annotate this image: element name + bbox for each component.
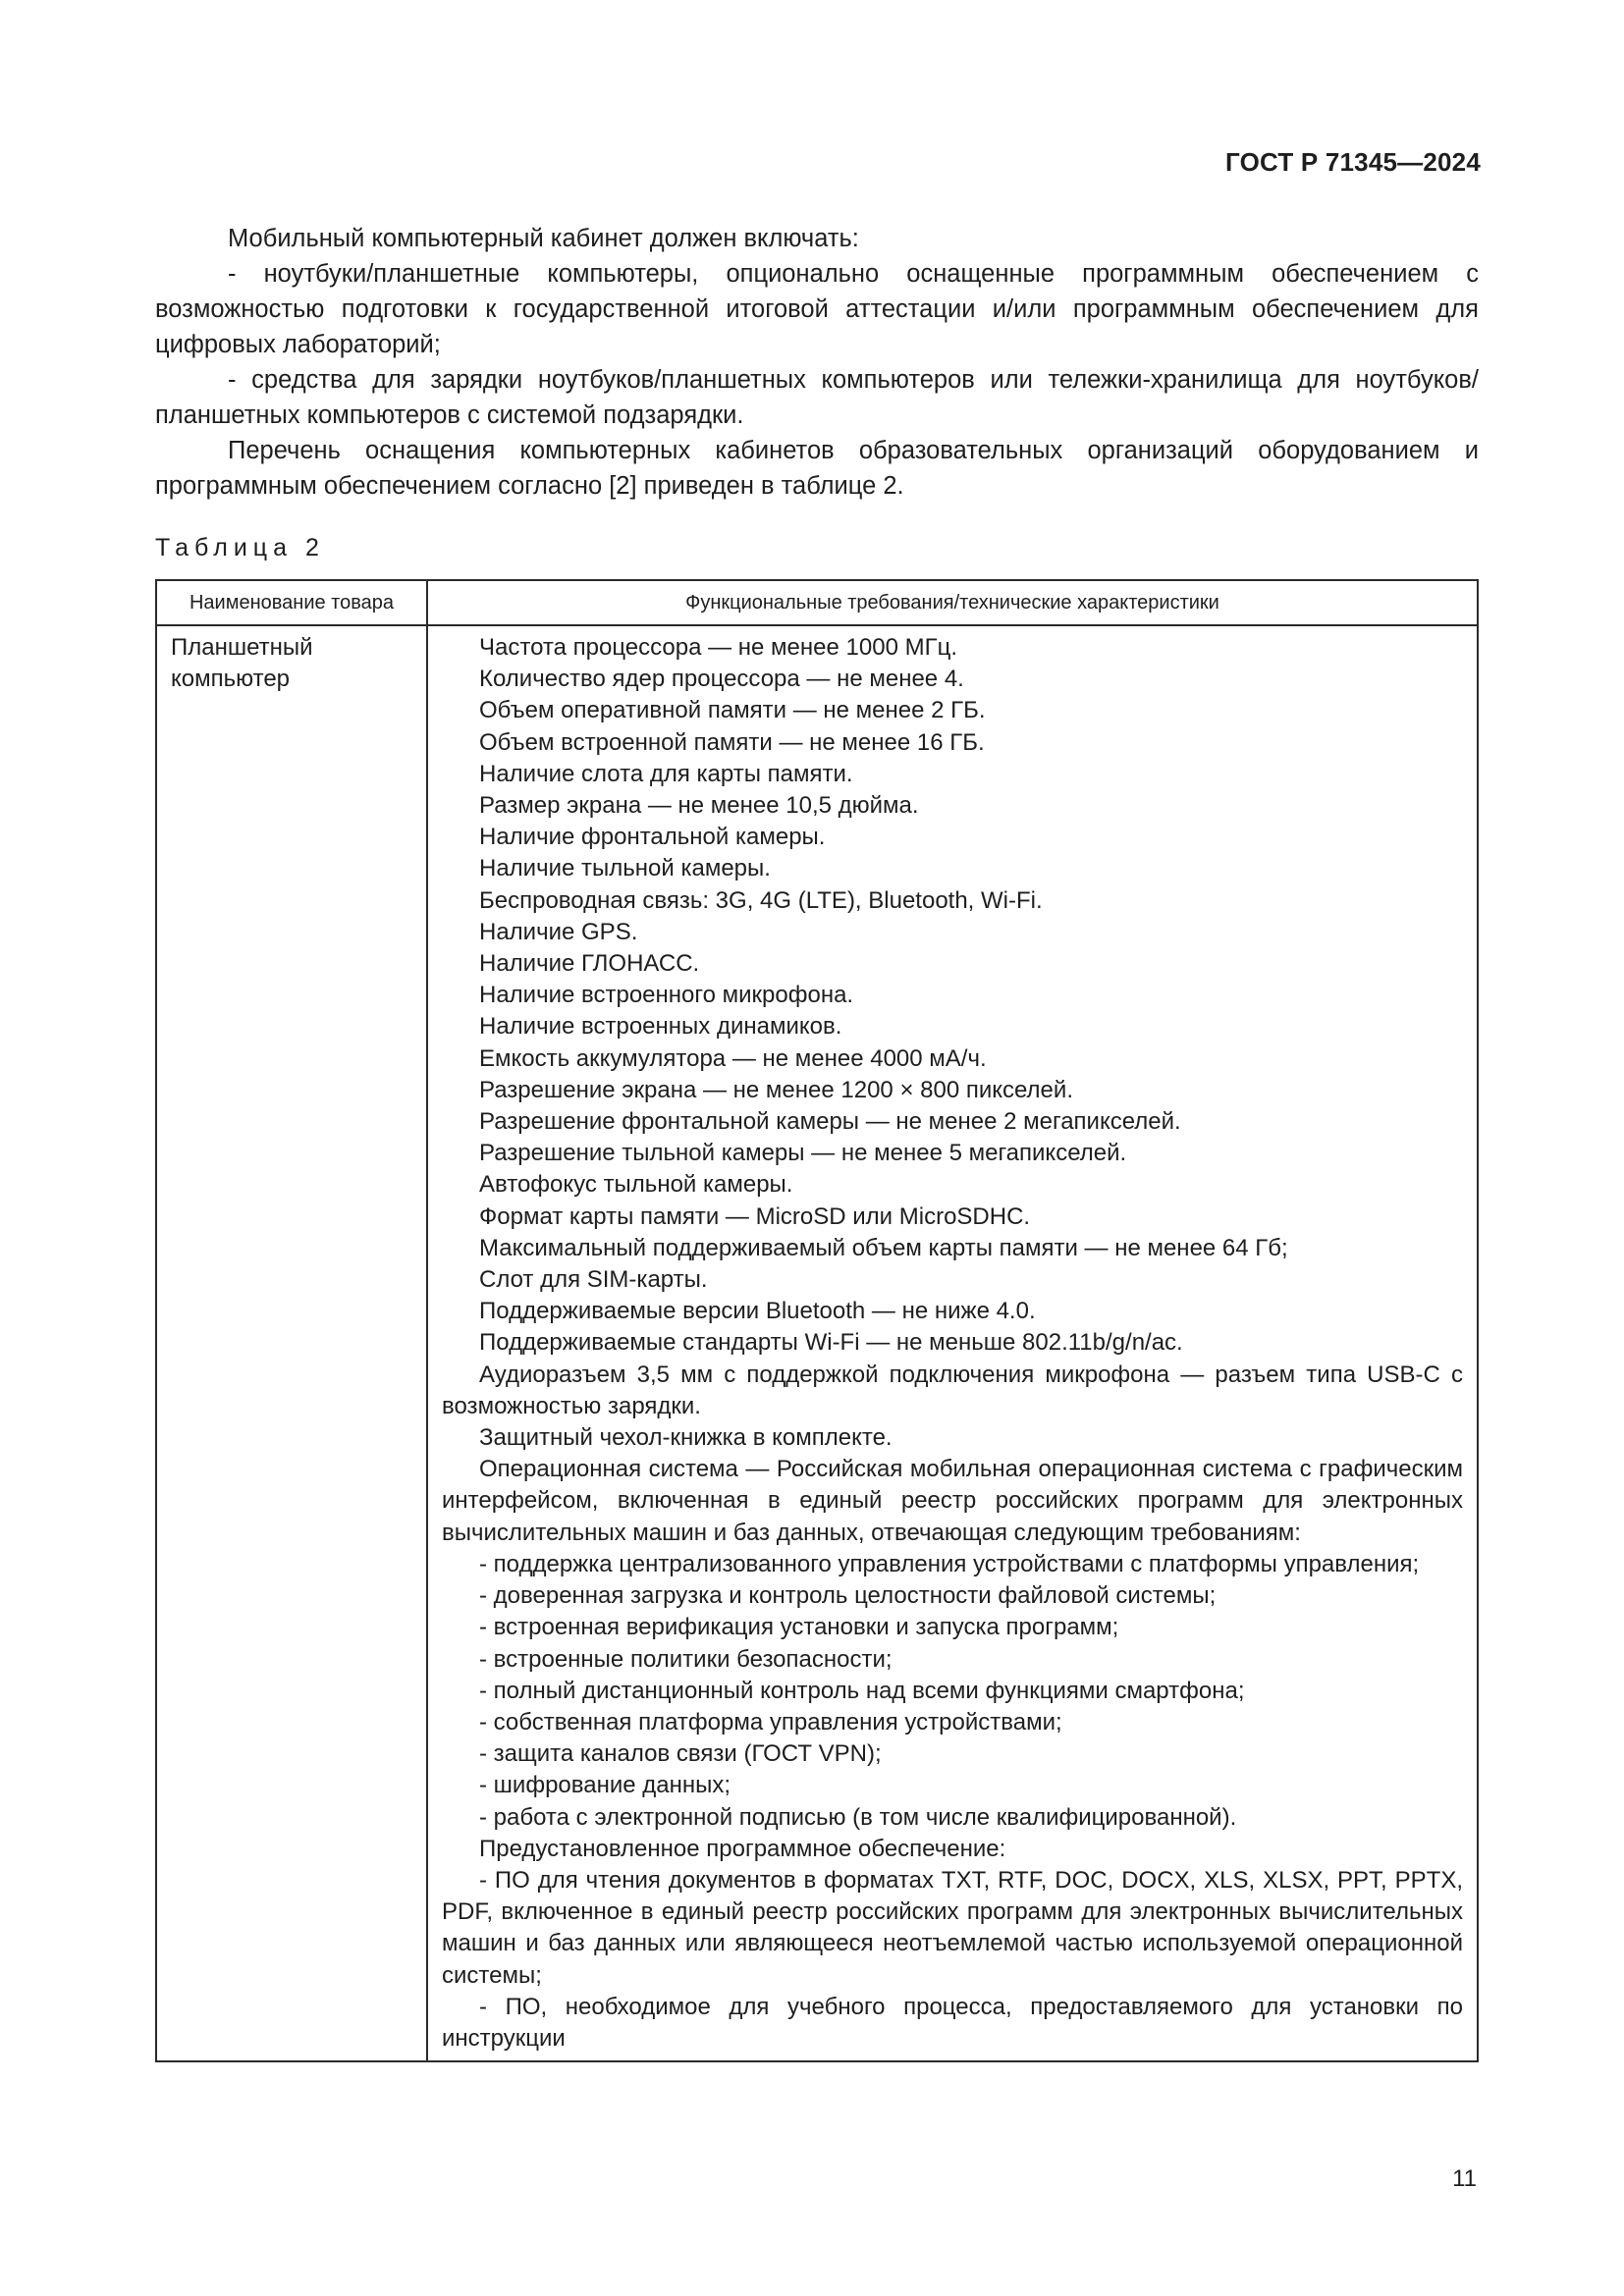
intro-paragraph: - ноутбуки/планшетные компьютеры, опционально оснащенные программным обеспечением с возможностью подготовки к государственной итоговой аттестации и/или программным обеспечением для цифровых лабораторий;	[155, 260, 1479, 358]
spec-table	[155, 579, 1479, 2062]
requirement-item: Максимальный поддерживаемый объем карты памяти — не менее 64 Гб;	[479, 1234, 1288, 1261]
requirement-item: Поддерживаемые стандарты Wi-Fi — не меньше 802.11b/g/n/ac.	[479, 1329, 1183, 1357]
requirement-item: Объем оперативной памяти — не менее 2 ГБ.	[479, 697, 986, 724]
table-header-row	[156, 580, 1478, 625]
intro-paragraph: Мобильный компьютерный кабинет должен включать:	[228, 225, 859, 252]
requirement-item: Разрешение тыльной камеры — не менее 5 мегапикселей.	[479, 1140, 1127, 1167]
requirement-item: Емкость аккумулятора — не менее 4000 мА/ч.	[479, 1044, 987, 1072]
requirement-item: - ПО, необходимое для учебного процесса, предоставляемого для установки по инструкции	[442, 1993, 1463, 2052]
requirement-item: - ПО для чтения документов в форматах TXT, RTF, DOC, DOCX, XLS, XLSX, PPT, PPTX, PDF, включенное в единый реестр российских программ для электронных вычислительных машин и баз данных или являющееся неотъемлемой частью используемой операционной системы;	[442, 1866, 1463, 1989]
header-product-name: Наименование товара	[156, 580, 427, 625]
table-row	[156, 625, 1478, 2061]
requirement-item: Аудиоразъем 3,5 мм с поддержкой подключения микрофона — разъем типа USB-C с возможностью зарядки.	[442, 1361, 1463, 1419]
requirement-item: Автофокус тыльной камеры.	[479, 1171, 793, 1199]
requirement-item: Наличие слота для карты памяти.	[479, 760, 853, 787]
requirement-item: - защита каналов связи (ГОСТ VPN);	[479, 1740, 882, 1768]
requirements-list	[442, 632, 1463, 2055]
requirement-item: - встроенные политики безопасности;	[479, 1645, 893, 1673]
intro-paragraph: Перечень оснащения компьютерных кабинетов образовательных организаций оборудованием и программным обеспечением согласно [2] приведен в таблице 2.	[155, 437, 1479, 500]
requirement-item: Беспроводная связь: 3G, 4G (LTE), Bluetooth, Wi-Fi.	[479, 886, 1043, 914]
requirement-item: Слот для SIM-карты.	[479, 1266, 708, 1294]
requirement-item: Частота процессора — не менее 1000 МГц.	[479, 634, 957, 661]
requirement-item: Защитный чехол-книжка в комплекте.	[479, 1424, 893, 1452]
requirement-item: Разрешение фронтальной камеры — не менее 2 мегапикселей.	[479, 1108, 1181, 1136]
requirement-item: Размер экрана — не менее 10,5 дюйма.	[479, 792, 919, 820]
requirement-item: Разрешение экрана — не менее 1200 × 800 пикселей.	[479, 1076, 1073, 1103]
requirement-item: Наличие встроенного микрофона.	[479, 982, 854, 1009]
requirement-item: Поддерживаемые версии Bluetooth — не ниже 4.0.	[479, 1298, 1036, 1325]
requirement-item: - шифрование данных;	[479, 1772, 731, 1799]
intro-paragraph: - средства для зарядки ноутбуков/планшетных компьютеров или тележки-хранилища для ноутбуков/планшетных компьютеров с системой подзарядки.	[155, 366, 1479, 429]
standard-code: ГОСТ Р 71345—2024	[1225, 147, 1481, 177]
requirement-item: Предустановленное программное обеспечение:	[479, 1835, 1006, 1862]
requirement-item: Формат карты памяти — MicroSD или MicroSDHC.	[479, 1202, 1031, 1230]
requirement-item: Наличие ГЛОНАСС.	[479, 950, 700, 978]
product-name: Планшетный компьютер	[156, 625, 427, 2061]
requirement-item: - собственная платформа управления устройствами;	[479, 1708, 1062, 1735]
requirement-item: Наличие фронтальной камеры.	[479, 824, 826, 851]
table-caption: Таблица 2	[155, 534, 325, 561]
requirement-item: - доверенная загрузка и контроль целостности файловой системы;	[479, 1582, 1217, 1610]
requirement-item: Количество ядер процессора — не менее 4.	[479, 666, 964, 693]
requirement-item: - поддержка централизованного управления устройствами с платформы управления;	[479, 1550, 1420, 1577]
page-number: 11	[1452, 2165, 1477, 2192]
requirement-item: Наличие тыльной камеры.	[479, 855, 771, 882]
requirement-item: Наличие встроенных динамиков.	[479, 1013, 842, 1041]
requirement-item: Операционная система — Российская мобильная операционная система с графическим интерфейсом, включенная в единый реестр российских программ для электронных вычислительных машин и баз данных, отвечающая следующим требованиям:	[442, 1456, 1463, 1546]
requirement-item: Объем встроенной памяти — не менее 16 ГБ.	[479, 728, 985, 756]
requirement-item: - встроенная верификация установки и запуска программ;	[479, 1614, 1119, 1641]
requirement-item: - полный дистанционный контроль над всеми функциями смартфона;	[479, 1677, 1245, 1704]
requirement-item: - работа с электронной подписью (в том числе квалифицированной).	[479, 1803, 1237, 1831]
requirement-item: Наличие GPS.	[479, 918, 638, 945]
intro-text	[155, 221, 1479, 504]
requirements-cell	[427, 625, 1478, 2061]
header-requirements: Функциональные требования/технические характеристики	[427, 580, 1478, 625]
